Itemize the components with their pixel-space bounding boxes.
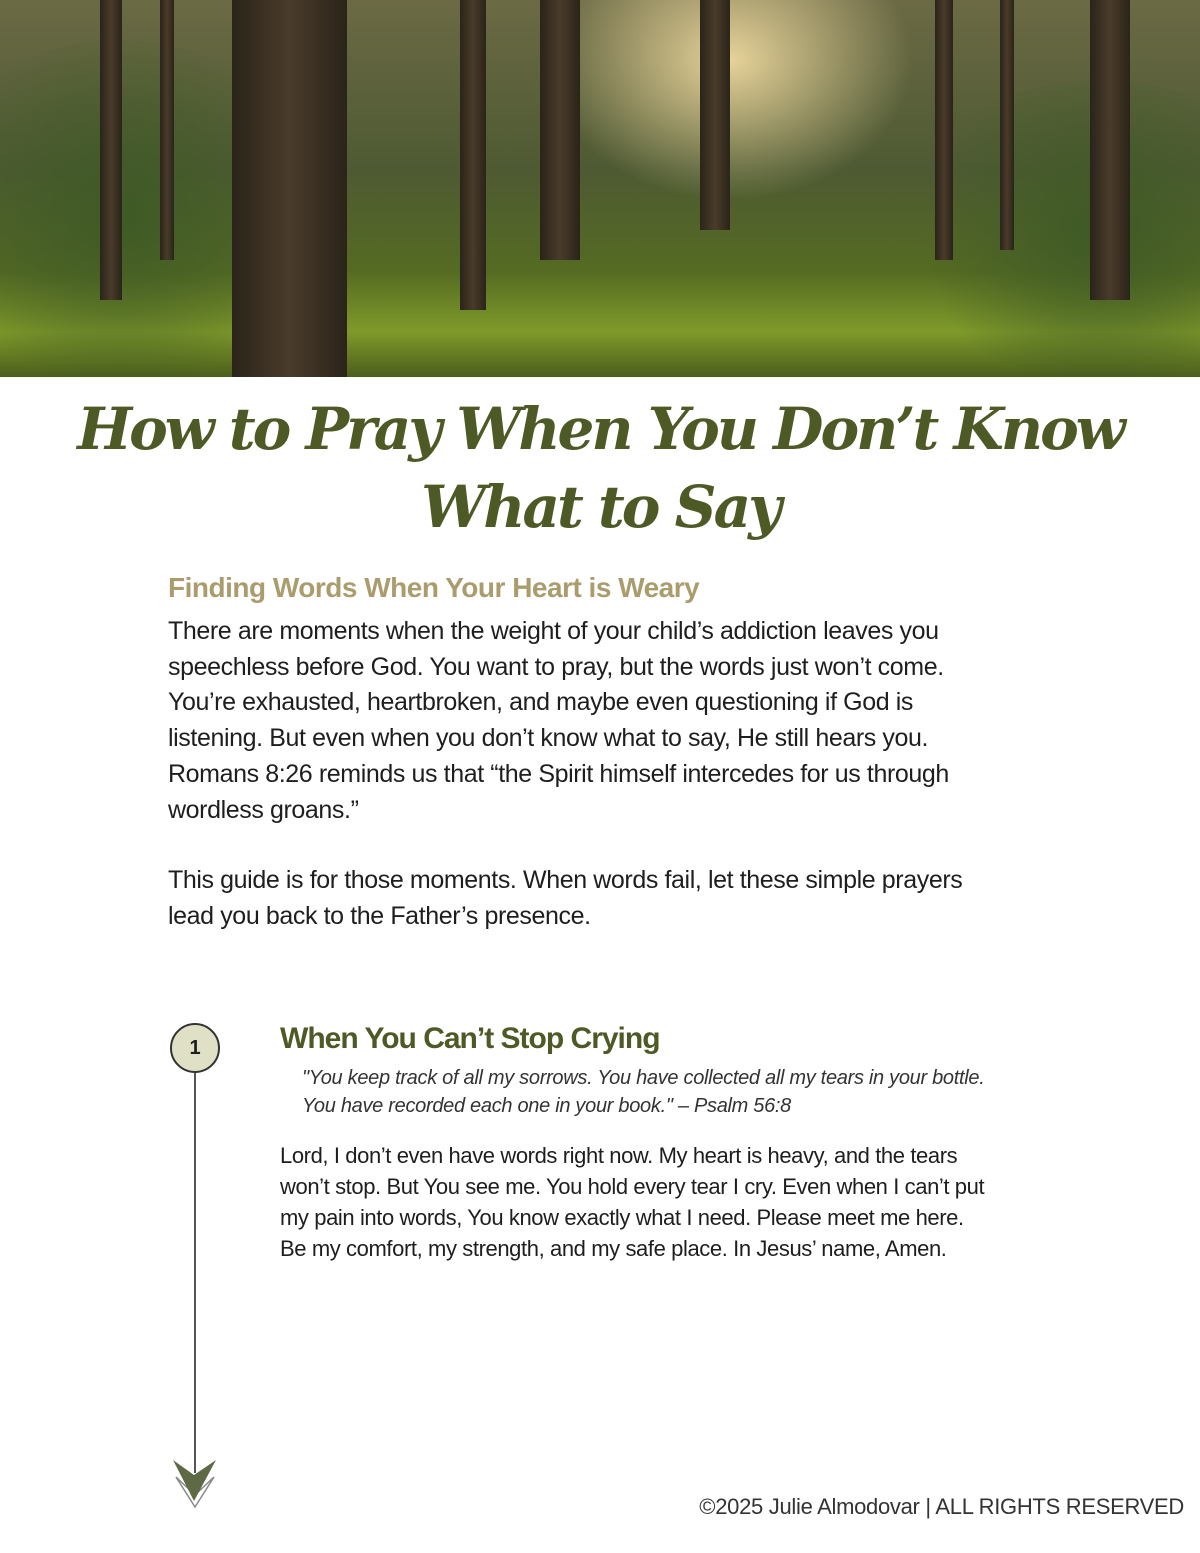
guide-paragraph [168, 863, 962, 934]
text-line: This guide is for those moments. When words fail, let these simple prayers [168, 866, 963, 894]
text-line: Romans 8:26 reminds us that “the Spirit himself intercedes for us through [168, 759, 949, 788]
copyright-footer: ©2025 Julie Almodovar | ALL RIGHTS RESERVED [699, 1494, 1184, 1519]
text-line: wordless groans.” [168, 795, 359, 824]
page-title [0, 390, 1200, 546]
prayer-text [280, 1140, 984, 1264]
section-heading: When You Can’t Stop Crying [280, 1022, 660, 1055]
quote-line: You have recorded each one in your book." – Psalm 56:8 [302, 1095, 792, 1117]
title-line: What to Say [421, 473, 779, 541]
text-line: There are moments when the weight of your child’s addiction leaves you [168, 617, 939, 645]
text-line: speechless before God. You want to pray, but the words just won’t come. [168, 652, 944, 681]
arrow-down-icon [172, 1455, 218, 1510]
text-line: listening. But even when you don’t know what to say, He still hears you. [168, 724, 929, 753]
scripture-quote [302, 1064, 984, 1120]
text-line: Lord, I don’t even have words right now. My heart is heavy, and the tears [280, 1143, 958, 1168]
text-line: my pain into words, You know exactly what I need. Please meet me here. [280, 1205, 964, 1230]
step-number-badge: 1 [170, 1023, 220, 1073]
title-line: How to Pray When You Don’t Know [77, 395, 1123, 463]
intro-paragraph [168, 614, 949, 828]
subtitle: Finding Words When Your Heart is Weary [168, 572, 700, 603]
timeline-line [194, 1073, 196, 1473]
forest-hero-image [0, 0, 1200, 377]
text-line: You’re exhausted, heartbroken, and maybe even questioning if God is [168, 688, 914, 717]
quote-line: "You keep track of all my sorrows. You have collected all my tears in your bottle. [302, 1067, 985, 1089]
text-line: Be my comfort, my strength, and my safe place. In Jesus’ name, Amen. [280, 1236, 947, 1261]
text-line: lead you back to the Father’s presence. [168, 901, 591, 930]
text-line: won’t stop. But You see me. You hold every tear I cry. Even when I can’t put [280, 1174, 985, 1199]
